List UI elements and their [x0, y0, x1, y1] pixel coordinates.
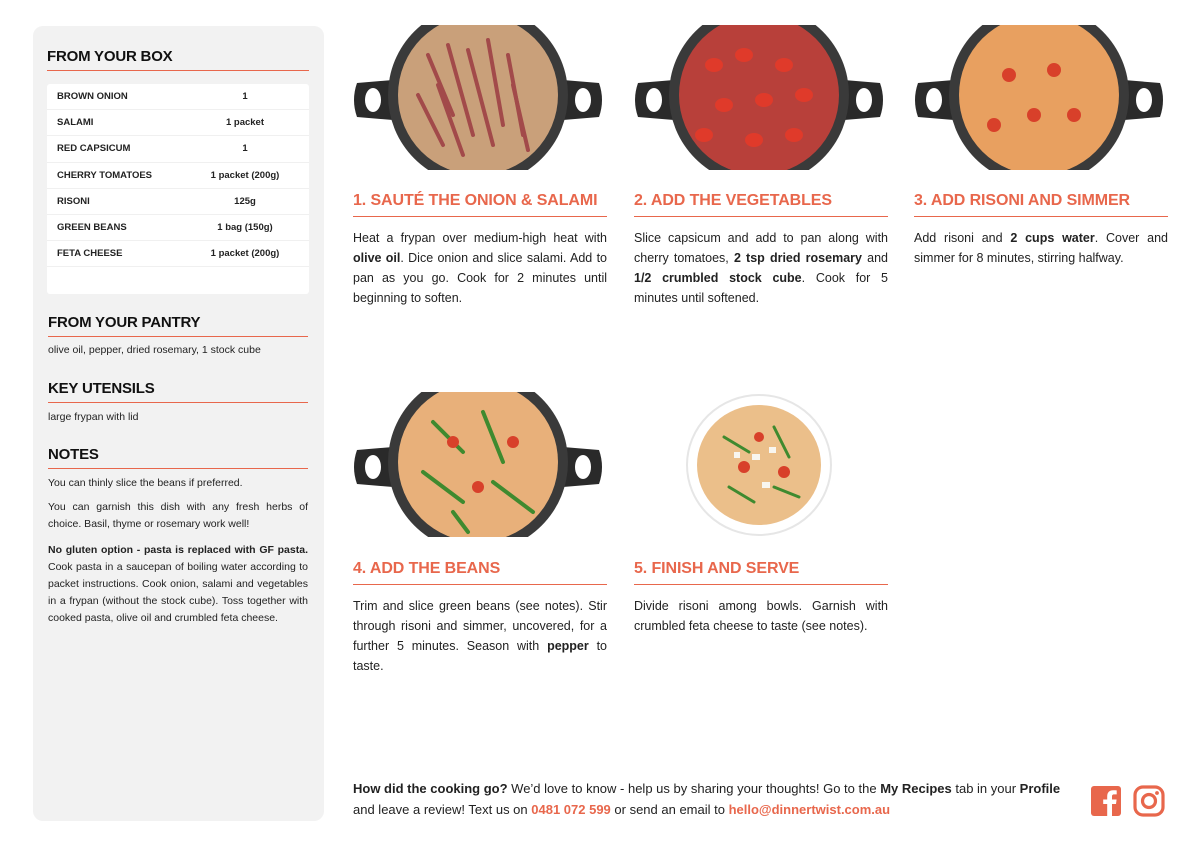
step-2-bold-a: 2 tsp dried rosemary	[733, 251, 862, 265]
step-5-text-a: Divide risoni among bowls. Garnish with crumbled feta cheese to taste (see notes).	[634, 599, 888, 633]
ingredient-name: FETA CHEESE	[57, 248, 123, 260]
ingredient-row	[47, 215, 309, 241]
ingredient-qty: 1 bag (150g)	[217, 222, 273, 234]
footer-text-4: or send an email to	[610, 802, 729, 817]
step-1-text	[353, 228, 607, 308]
note-1: You can thinly slice the beans if preferred.	[48, 477, 243, 489]
from-your-pantry-heading: FROM YOUR PANTRY	[48, 314, 308, 337]
step-1-text-b: . Dice onion and slice salami. Add to pan as you go. Cook for 2 minutes until beginning to soften.	[353, 251, 607, 305]
ingredient-name: RED CAPSICUM	[57, 143, 131, 155]
feedback-footer	[353, 778, 1073, 820]
note-3-bold: No gluten option - pasta is replaced with GF pasta.	[48, 544, 308, 556]
step-4-text-b: to taste.	[353, 639, 607, 673]
key-utensils-heading: KEY UTENSILS	[48, 380, 308, 403]
notes-heading: NOTES	[48, 446, 308, 469]
ingredient-qty: 1	[242, 91, 248, 103]
step-4-title: 4. ADD THE BEANS	[353, 560, 607, 585]
step-2-bold-b: 1/2 crumbled stock cube	[634, 271, 802, 285]
step-1-bold-a: olive oil	[353, 251, 401, 265]
step-2-text-b: and	[861, 251, 888, 265]
instagram-icon[interactable]	[1133, 785, 1165, 817]
note-2: You can garnish this dish with any fresh herbs of choice. Basil, thyme or rosemary work well!	[48, 501, 308, 530]
step-2-title: 2. ADD THE VEGETABLES	[634, 192, 888, 217]
ingredient-name: RISONI	[57, 195, 90, 207]
ingredient-row	[47, 241, 309, 267]
step-5-text	[634, 596, 888, 636]
step-2-text-c: . Cook for 5 minutes until softened.	[634, 271, 888, 305]
ingredient-name: BROWN ONION	[57, 91, 128, 103]
ingredient-name: CHERRY TOMATOES	[57, 169, 153, 181]
step-4-bold-a: pepper	[547, 639, 589, 653]
email-link[interactable]: hello@dinnertwist.com.au	[728, 802, 891, 817]
step-3-bold-a: 2 cups water	[1010, 231, 1095, 245]
step-3-text	[914, 228, 1168, 268]
phone-link[interactable]: 0481 072 599	[531, 802, 611, 817]
step-1-title: 1. SAUTÉ THE ONION & SALAMI	[353, 192, 607, 217]
ingredient-qty: 1 packet (200g)	[210, 248, 280, 260]
step-4-pan-photo	[353, 392, 603, 537]
ingredient-row	[47, 84, 309, 110]
step-2-pan-photo	[634, 25, 884, 170]
step-3-text-a: Add risoni and	[914, 231, 1011, 245]
ingredient-qty: 1	[242, 143, 248, 155]
step-2-text	[634, 228, 888, 308]
step-3-text-b: . Cover and simmer for 8 minutes, stirring halfway.	[914, 231, 1168, 265]
ingredient-row	[47, 163, 309, 189]
step-1-pan-photo	[353, 25, 603, 170]
ingredient-row	[47, 136, 309, 162]
facebook-icon[interactable]	[1090, 785, 1122, 817]
ingredients-table	[47, 84, 309, 294]
from-your-box-heading: FROM YOUR BOX	[47, 48, 309, 71]
ingredient-name: SALAMI	[57, 117, 94, 129]
note-3	[48, 542, 308, 627]
step-4-text-a: Trim and slice green beans (see notes). Stir through risoni and simmer, uncovered, for a further 5 minutes. Season with	[353, 599, 607, 653]
ingredient-qty: 125g	[234, 195, 256, 207]
utensils-text: large frypan with lid	[48, 411, 139, 423]
step-5-title: 5. FINISH AND SERVE	[634, 560, 888, 585]
footer-text-2: tab in your	[951, 781, 1020, 796]
footer-question: How did the cooking go?	[353, 781, 508, 796]
step-4-text	[353, 596, 607, 676]
ingredient-qty: 1 packet	[225, 117, 265, 129]
ingredient-name: GREEN BEANS	[57, 222, 127, 234]
ingredient-row	[47, 110, 309, 136]
footer-text-1: We’d love to know - help us by sharing your thoughts! Go to the	[507, 781, 881, 796]
step-5-bowl-photo	[634, 392, 884, 537]
pantry-text: olive oil, pepper, dried rosemary, 1 stock cube	[48, 344, 261, 356]
ingredient-qty: 1 packet (200g)	[210, 169, 280, 181]
note-3-text: Cook pasta in a saucepan of boiling water according to packet instructions. Cook onion, salami and vegetables in a frypan (without the stock cube). Toss together with cooked pasta, olive oil and crumbled feta cheese.	[48, 561, 308, 624]
my-recipes-link[interactable]: My Recipes	[880, 781, 952, 796]
footer-text-3: and leave a review! Text us on	[353, 802, 532, 817]
ingredients-sidebar	[33, 26, 324, 821]
step-3-title: 3. ADD RISONI AND SIMMER	[914, 192, 1168, 217]
profile-link[interactable]: Profile	[1019, 781, 1061, 796]
ingredient-row	[47, 189, 309, 215]
step-1-text-a: Heat a frypan over medium-high heat with	[353, 231, 607, 245]
step-2-text-a: Slice capsicum and add to pan along with cherry tomatoes,	[634, 231, 888, 265]
step-3-pan-photo	[914, 25, 1164, 170]
